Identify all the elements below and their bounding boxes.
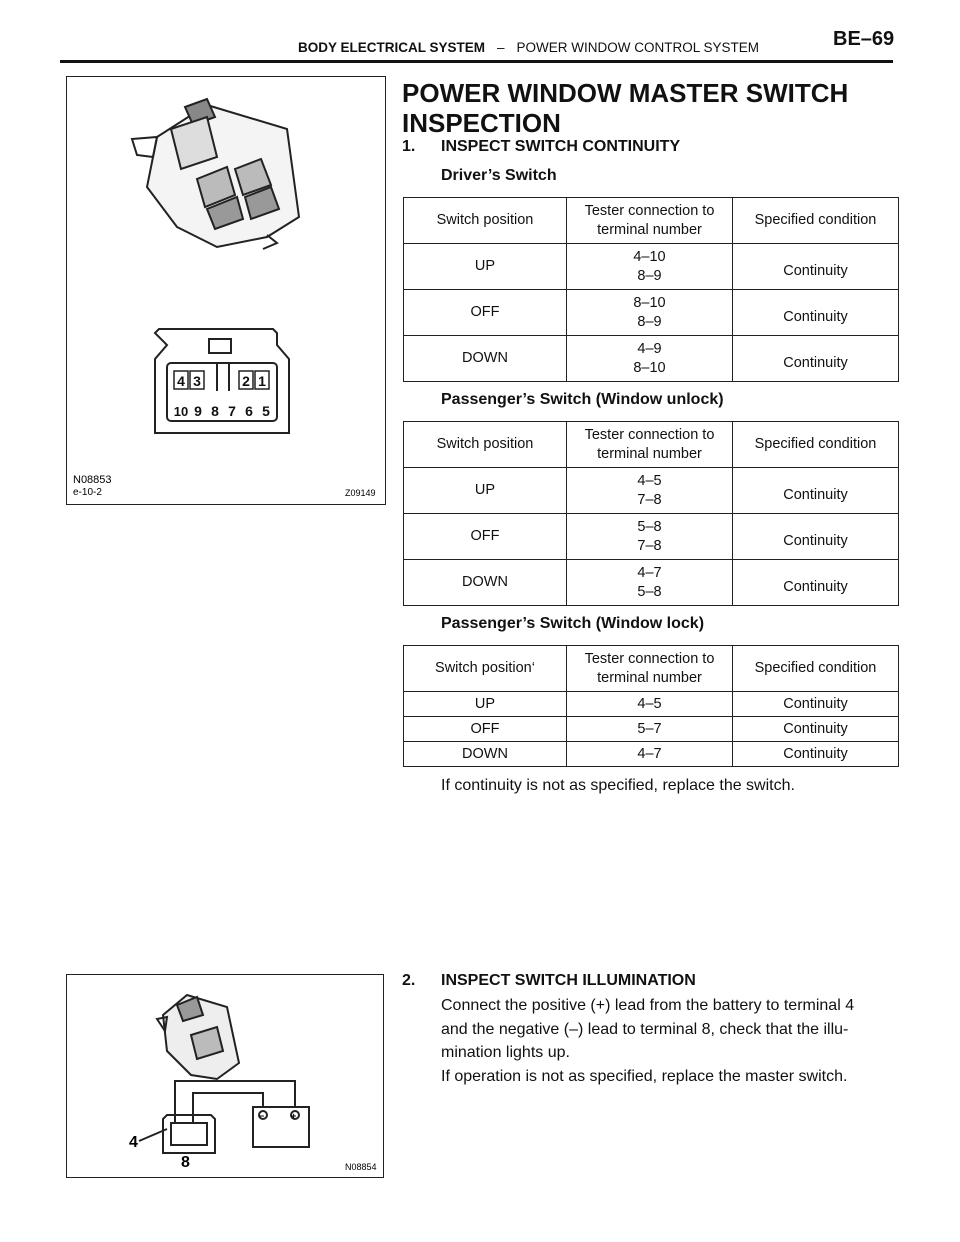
table-row: DOWN 4–9 8–10 Continuity xyxy=(404,336,899,382)
page-number: BE–69 xyxy=(833,28,895,50)
terminal-4-label: 4 xyxy=(129,1134,138,1151)
header-rule xyxy=(60,60,893,63)
battery-minus: − xyxy=(259,1111,265,1121)
terminal-3: 3 xyxy=(193,373,201,389)
table-row: OFF 8–10 8–9 Continuity xyxy=(404,290,899,336)
continuity-note: If continuity is not as specified, replace the switch. xyxy=(441,777,795,794)
subsection-name: POWER WINDOW CONTROL SYSTEM xyxy=(516,40,760,55)
passenger-unlock-table xyxy=(403,421,899,606)
step-2-instructions: Connect the positive (+) lead from the battery to terminal 4 and the negative (–) lead to terminal 8, check that the illu- mination lights up. If operation is not as specified, replace the master switch. xyxy=(441,997,855,1085)
terminal-2: 2 xyxy=(242,373,250,389)
terminal-10: 10 xyxy=(173,404,189,419)
figure-subcode: e-10-2 xyxy=(73,487,102,498)
terminal-8-label: 8 xyxy=(181,1154,190,1171)
terminal-8: 8 xyxy=(211,403,219,419)
figure-ref: Z09149 xyxy=(345,488,376,498)
table-header-row: Switch position Tester connection to terminal number Specified condition xyxy=(404,422,899,468)
figure2-ref: N08854 xyxy=(345,1162,377,1172)
header-separator: – xyxy=(497,40,505,55)
table-heading-driver: Driver’s Switch xyxy=(441,167,557,184)
section-name: BODY ELECTRICAL SYSTEM xyxy=(298,40,486,55)
illumination-illustration xyxy=(67,975,383,1177)
terminal-4: 4 xyxy=(177,373,185,389)
step-1-number: 1. xyxy=(402,138,416,155)
master-switch-illustration xyxy=(67,77,385,504)
step-2-number: 2. xyxy=(402,972,416,989)
step-2-label: INSPECT SWITCH ILLUMINATION xyxy=(441,972,696,989)
illumination-figure xyxy=(66,974,384,1178)
running-header xyxy=(298,40,759,55)
table-heading-passenger-lock: Passenger’s Switch (Window lock) xyxy=(441,615,705,632)
figure-code: N08853 xyxy=(73,474,112,486)
table-header-row: Switch position Tester connection to terminal number Specified condition xyxy=(404,198,899,244)
table-header-row: Switch position‘ Tester connection to terminal number Specified condition xyxy=(404,646,899,692)
table-row: DOWN 4–7 Continuity xyxy=(404,742,899,767)
table-row: OFF 5–7 Continuity xyxy=(404,717,899,742)
terminal-6: 6 xyxy=(245,403,253,419)
table-row: UP 4–5 7–8 Continuity xyxy=(404,468,899,514)
terminal-5: 5 xyxy=(262,403,270,419)
master-switch-figure xyxy=(66,76,386,505)
table-heading-passenger-unlock: Passenger’s Switch (Window unlock) xyxy=(441,391,724,408)
table-row: UP 4–5 Continuity xyxy=(404,692,899,717)
passenger-lock-table xyxy=(403,645,899,767)
battery-plus: + xyxy=(291,1111,297,1121)
driver-switch-table xyxy=(403,197,899,382)
table-row: DOWN 4–7 5–8 Continuity xyxy=(404,560,899,606)
terminal-7: 7 xyxy=(228,403,236,419)
step-1-label: INSPECT SWITCH CONTINUITY xyxy=(441,138,681,155)
table-row: OFF 5–8 7–8 Continuity xyxy=(404,514,899,560)
terminal-1: 1 xyxy=(258,373,266,389)
table-row: UP 4–10 8–9 Continuity xyxy=(404,244,899,290)
terminal-9: 9 xyxy=(194,403,202,419)
page-title: POWER WINDOW MASTER SWITCH INSPECTION xyxy=(402,78,849,138)
